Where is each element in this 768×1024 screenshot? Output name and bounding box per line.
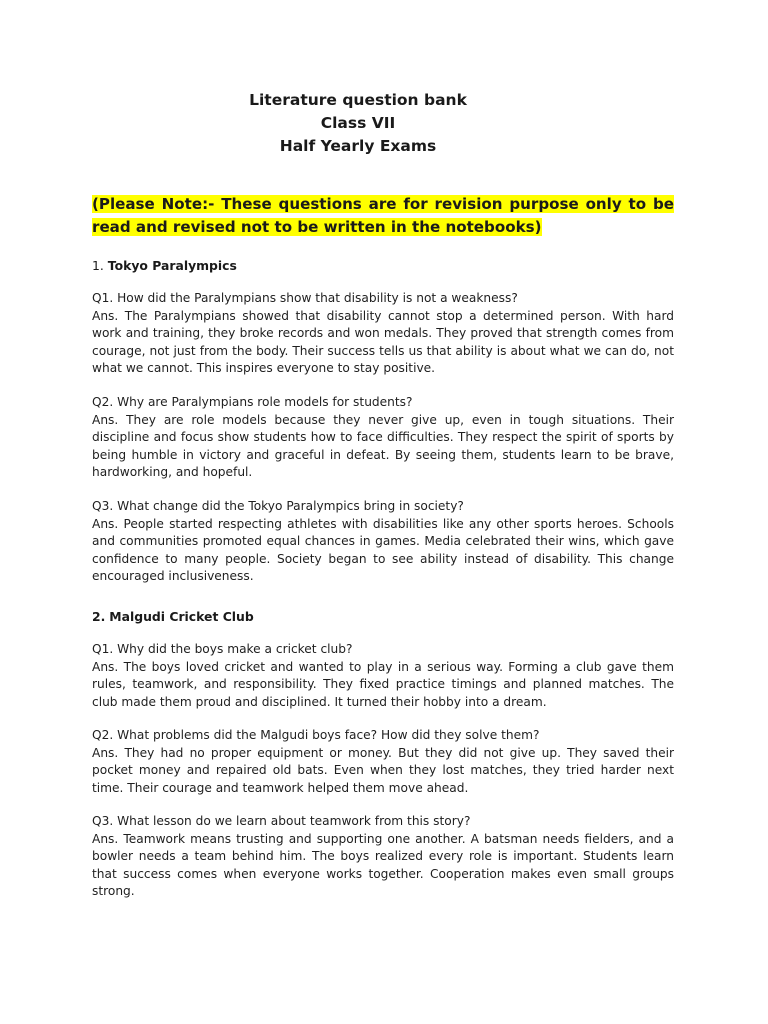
section-title: Tokyo Paralympics xyxy=(107,258,237,273)
question-block xyxy=(92,290,674,378)
revision-note-text: (Please Note:- These questions are for revision purpose only to be read and revised not to be written in the notebooks) xyxy=(92,195,674,236)
question-block xyxy=(92,727,674,797)
question-block xyxy=(92,498,674,586)
question-text: Q3. What change did the Tokyo Paralympics bring in society? xyxy=(92,499,464,513)
answer-text: Ans. People started respecting athletes with disabilities like any other sports heroes. Schools and communities promoted equal chances in games. Media celebrated their wins, which gave confidence to many people. Society began to see ability instead of disability. This change encouraged inclusiveness. xyxy=(92,516,674,583)
answer-text: Ans. They are role models because they never give up, even in tough situations. Their discipline and focus show students how to face difficulties. They respect the spirit of sports by being humble in victory and graceful in defeat. By seeing them, students learn to be brave, hardworking, and hopeful. xyxy=(92,412,674,479)
answer-text: Ans. Teamwork means trusting and supporting one another. A batsman needs fielders, and a bowler needs a team behind him. The boys realized every role is important. Students learn that success comes when everyone works together. Cooperation makes even small groups strong. xyxy=(92,831,674,898)
section-heading-1 xyxy=(92,258,237,273)
question-text: Q2. Why are Paralympians role models for students? xyxy=(92,395,413,409)
section-title: Malgudi Cricket Club xyxy=(109,609,254,624)
question-text: Q2. What problems did the Malgudi boys face? How did they solve them? xyxy=(92,728,540,742)
question-block xyxy=(92,394,674,482)
answer-text: Ans. The boys loved cricket and wanted to play in a serious way. Forming a club gave them rules, teamwork, and responsibility. They fixed practice timings and planned matches. The club made them proud and disciplined. It turned their hobby into a dream. xyxy=(92,659,674,709)
section-heading-2 xyxy=(92,609,254,624)
revision-note xyxy=(92,193,674,239)
question-text: Q1. Why did the boys make a cricket club? xyxy=(92,642,353,656)
section-number: 2. xyxy=(92,609,106,624)
header-class: Class VII xyxy=(320,114,396,132)
header-exam: Half Yearly Exams xyxy=(279,137,437,155)
document-header xyxy=(0,89,716,158)
section-number: 1. xyxy=(92,258,104,273)
question-text: Q1. How did the Paralympians show that disability is not a weakness? xyxy=(92,291,518,305)
question-block xyxy=(92,813,674,901)
answer-text: Ans. They had no proper equipment or money. But they did not give up. They saved their pocket money and repaired old bats. Even when they lost matches, they tried harder next time. Their courage and teamwork helped them move ahead. xyxy=(92,745,674,795)
question-block xyxy=(92,641,674,711)
question-text: Q3. What lesson do we learn about teamwork from this story? xyxy=(92,814,471,828)
header-title: Literature question bank xyxy=(249,91,467,109)
answer-text: Ans. The Paralympians showed that disability cannot stop a determined person. With hard work and training, they broke records and won medals. They proved that strength comes from courage, not just from the body. Their success tells us that ability is about what we can do, not what we cannot. This inspires everyone to stay positive. xyxy=(92,308,674,375)
